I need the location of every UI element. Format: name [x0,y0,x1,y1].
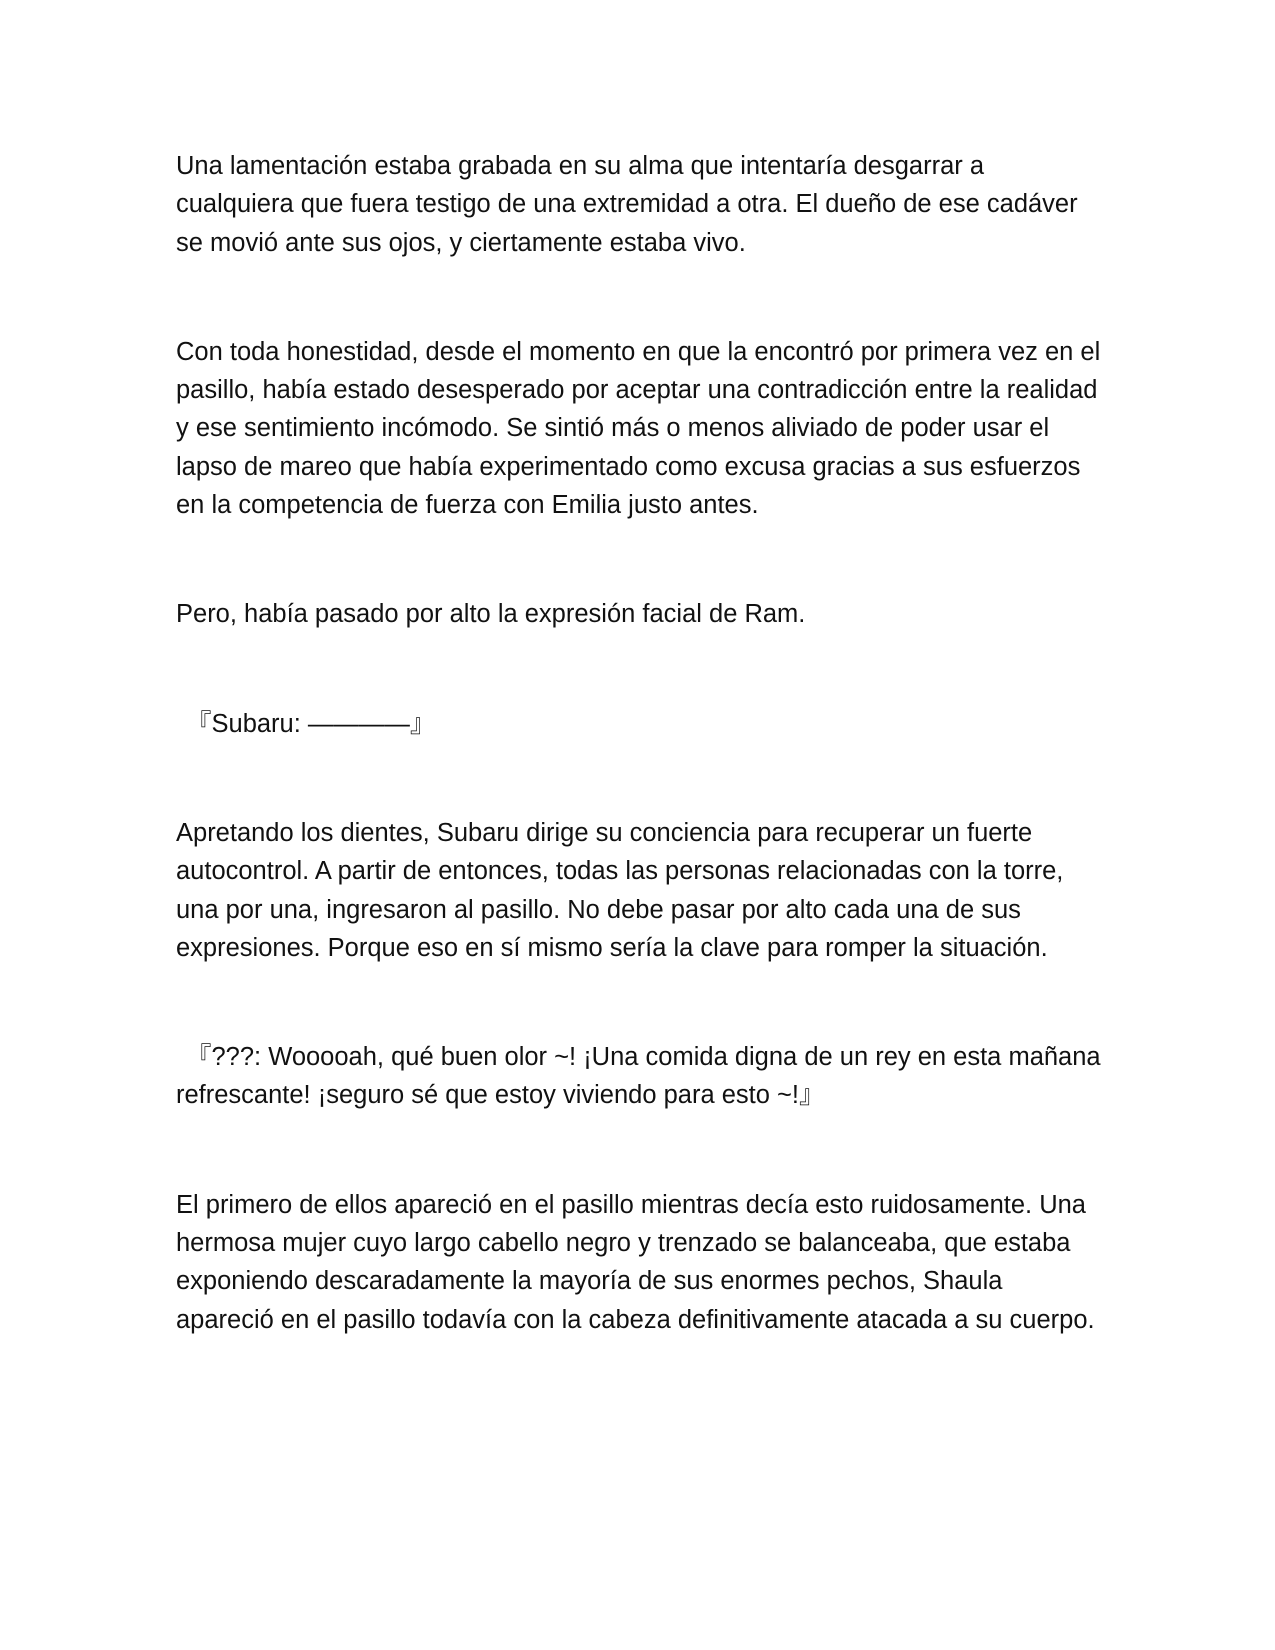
paragraph-self-control: Apretando los dientes, Subaru dirige su conciencia para recuperar un fuerte autocontrol. A partir de entonces, todas las personas relacionadas con la torre, una por una, ingresaron al pasillo. No debe pasar por alto cada una de sus expresiones. Porque eso en sí mismo sería la clave para romper la situación. [176,818,1064,962]
document-body [176,147,1106,1339]
paragraph-honesty: Con toda honestidad, desde el momento en que la encontró por primera vez en el pasillo, había estado desesperado por aceptar una contradicción entre la realidad y ese sentimiento incómodo. Se sintió más o menos aliviado de poder usar el lapso de mareo que había experimentado como excusa gracias a sus esfuerzos en la competencia de fuerza con Emilia justo antes. [176,337,1101,520]
dialogue-unknown-speaker: 『???: Wooooah, qué buen olor ~! ¡Una comida digna de un rey en esta mañana refrescante! ¡seguro sé que estoy viviendo para esto ~!』 [176,1043,1101,1110]
paragraph-shaula-appears: El primero de ellos apareció en el pasillo mientras decía esto ruidosamente. Una hermosa mujer cuyo largo cabello negro y trenzado se balanceaba, que estaba exponiendo descaradamente la mayoría de sus enormes pechos, Shaula apareció en el pasillo todavía con la cabeza definitivamente atacada a su cuerpo. [176,1190,1095,1334]
dialogue-subaru: 『Subaru: ————』 [186,709,436,738]
paragraph-lamentation: Una lamentación estaba grabada en su alma que intentaría desgarrar a cualquiera que fuera testigo de una extremidad a otra. El dueño de ese cadáver se movió ante sus ojos, y ciertamente estaba vivo. [176,152,1078,257]
paragraph-ram-expression: Pero, había pasado por alto la expresión facial de Ram. [176,600,806,629]
